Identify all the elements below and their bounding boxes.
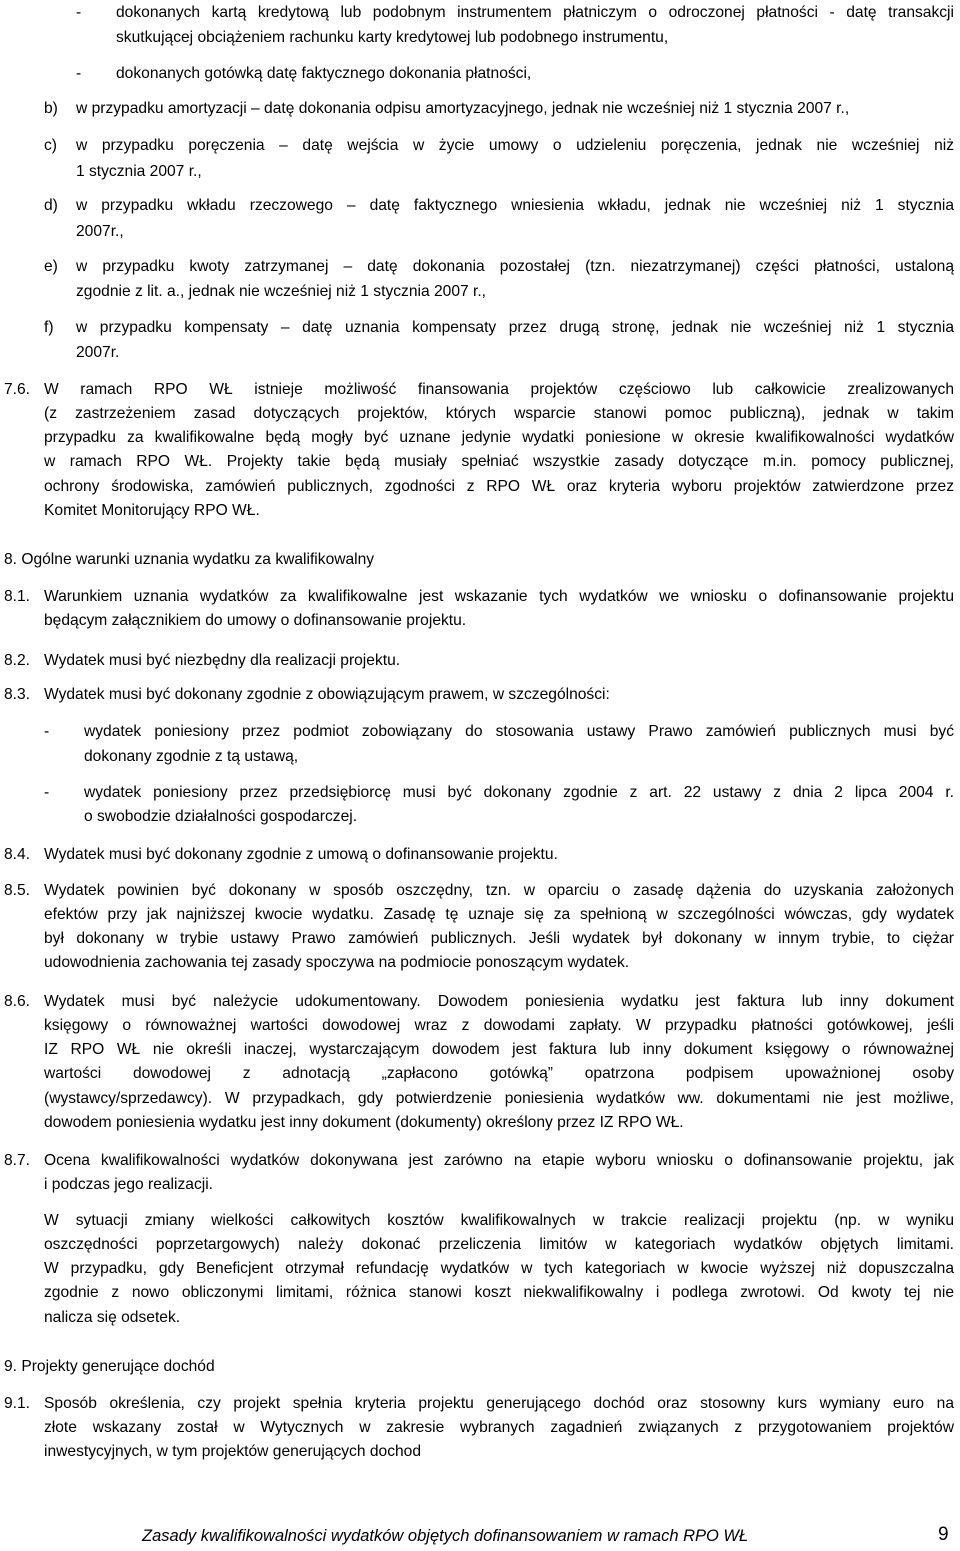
text-line: skutkującej obciążeniem rachunku karty kredytowej lub podobnego instrumentu, (116, 29, 669, 46)
text-line: wartości dowodowej z adnotacją „zapłacono gotówką” opatrzona podpisem upoważnionej osoby (44, 1065, 954, 1082)
text-line: i podczas jego realizacji. (44, 1176, 214, 1193)
text-line: W sytuacji zmiany wielkości całkowitych kosztów kwalifikowalnych w trakcie realizacji projektu (np. w wyniku (44, 1212, 954, 1229)
list-dash: - (44, 723, 50, 740)
text-line: Wydatek musi być dokonany zgodnie z obowiązującym prawem, w szczególności: (44, 686, 610, 703)
text-line: w przypadku kwoty zatrzymanej – datę dokonania pozostałej (tzn. niezatrzymanej) części płatności, ustaloną (76, 258, 954, 275)
list-letter: b) (44, 100, 58, 117)
text-line: przypadku za kwalifikowalne będą mogły być uznane jedynie wydatki poniesione w okresie kwalifikowalności wydatków (44, 429, 954, 446)
list-dash: - (76, 65, 82, 82)
list-dash: - (76, 4, 82, 21)
text-line: W przypadku, gdy Beneficjent otrzymał refundację wydatków w tych kategoriach w kwocie wyższej niż dopuszczalna (44, 1260, 954, 1277)
section-number: 8.6. (4, 993, 31, 1010)
page-footer-title: Zasady kwalifikowalności wydatków objętych dofinansowaniem w ramach RPO WŁ (142, 1527, 749, 1545)
section-heading: 8. Ogólne warunki uznania wydatku za kwalifikowalny (4, 551, 375, 568)
text-line: o swobodzie działalności gospodarczej. (84, 808, 358, 825)
text-line: dokonanych gotówką datę faktycznego dokonania płatności, (116, 65, 532, 82)
text-line: w przypadku amortyzacji – datę dokonania odpisu amortyzacyjnego, jednak nie wcześniej niż 1 stycznia 2007 r., (76, 100, 850, 117)
text-line: Wydatek powinien być dokonany w sposób oszczędny, tzn. w oparciu o zasadę dążenia do uzyskania założonych (44, 882, 954, 899)
text-line: złote wskazany został w Wytycznych w zakresie wybranych zagadnień związanych z przygotowaniem projektów (44, 1419, 954, 1436)
text-line: księgowy o równoważnej wartości dowodowej wraz z dowodami zapłaty. W przypadku płatności gotówkowej, jeśli (44, 1017, 954, 1034)
text-line: był dokonany w trybie ustawy Prawo zamówień publicznych. Jeśli wydatek był dokonany w innym trybie, to ciężar (44, 930, 954, 947)
text-line: 2007r. (76, 344, 120, 361)
text-line: Warunkiem uznania wydatków za kwalifikowalne jest wskazanie tych wydatków we wniosku o dofinansowanie projektu (44, 588, 954, 605)
text-line: dokonany zgodnie z tą ustawą, (84, 748, 299, 765)
text-line: 2007r., (76, 223, 124, 240)
text-line: ochrony środowiska, zamówień publicznych, zgodności z RPO WŁ oraz kryteria wyboru projektów zatwierdzone przez (44, 478, 954, 495)
text-line: nalicza się odsetek. (44, 1309, 181, 1326)
text-line: wydatek poniesiony przez przedsiębiorcę musi być dokonany zgodnie z art. 22 ustawy z dnia 2 lipca 2004 r. (84, 784, 954, 801)
text-line: w przypadku kompensaty – datę uznania kompensaty przez drugą stronę, jednak nie wcześniej niż 1 stycznia (76, 319, 954, 336)
section-number: 8.7. (4, 1152, 31, 1169)
list-letter: f) (44, 319, 54, 336)
text-line: będącym załącznikiem do umowy o dofinansowanie projektu. (44, 612, 467, 629)
text-line: (z zastrzeżeniem zasad dotyczących projektów, których wsparcie stanowi pomoc publiczną), jednak w takim (44, 405, 954, 422)
section-number: 9.1. (4, 1395, 31, 1412)
text-line: Komitet Monitorujący RPO WŁ. (44, 502, 260, 519)
section-number: 8.1. (4, 588, 31, 605)
text-line: IZ RPO WŁ nie określi inaczej, wystarczającym dowodem jest faktura lub inny dokument księgowy o równoważnej (44, 1041, 954, 1058)
list-dash: - (44, 784, 50, 801)
text-line: Ocena kwalifikowalności wydatków dokonywana jest zarówno na etapie wyboru wniosku o dofinansowanie projektu, jak (44, 1152, 954, 1169)
text-line: oszczędności poprzetargowych) należy dokonać przeliczenia limitów w kategoriach wydatków objętych limitami. (44, 1236, 954, 1253)
text-line: (wystawcy/sprzedawcy). W przypadkach, gdy potwierdzenie poniesienia wydatków ww. dokumentami nie jest możliwe, (44, 1090, 954, 1107)
section-number: 8.2. (4, 652, 31, 669)
text-line: efektów przy jak najniższej kwocie wydatku. Zasadę tę uznaje się za spełnioną w szczególności wówczas, gdy wydatek (44, 906, 954, 923)
section-number: 8.5. (4, 882, 31, 899)
text-line: inwestycyjnych, w tym projektów generujących dochod (44, 1443, 422, 1460)
text-line: zgodnie z lit. a., jednak nie wcześniej niż 1 stycznia 2007 r., (76, 283, 486, 300)
section-number: 7.6. (4, 381, 31, 398)
list-letter: e) (44, 258, 58, 275)
text-line: Wydatek musi być dokonany zgodnie z umową o dofinansowanie projektu. (44, 846, 558, 863)
text-line: dowodem poniesienia wydatku jest inny dokument (dokumenty) określony przez IZ RPO WŁ. (44, 1114, 684, 1131)
section-number: 8.3. (4, 686, 31, 703)
text-line: Wydatek musi być niezbędny dla realizacji projektu. (44, 652, 401, 669)
section-heading: 9. Projekty generujące dochód (4, 1358, 215, 1375)
text-line: W ramach RPO WŁ istnieje możliwość finansowania projektów częściowo lub całkowicie zrealizowanych (44, 381, 954, 398)
text-line: wydatek poniesiony przez podmiot zobowiązany do stosowania ustawy Prawo zamówień publicznych musi być (84, 723, 954, 740)
text-line: Wydatek musi być należycie udokumentowany. Dowodem poniesienia wydatku jest faktura lub inny dokument (44, 993, 954, 1010)
text-line: w przypadku wkładu rzeczowego – datę faktycznego wniesienia wkładu, jednak nie wcześniej niż 1 stycznia (76, 197, 954, 214)
text-line: 1 stycznia 2007 r., (76, 163, 202, 180)
text-line: Sposób określenia, czy projekt spełnia kryteria projektu generującego dochód oraz stosowny kurs wymiany euro na (44, 1395, 954, 1412)
list-letter: c) (44, 137, 57, 154)
text-line: dokonanych kartą kredytową lub podobnym instrumentem płatniczym o odroczonej płatności - datę transakcji (116, 4, 954, 21)
section-number: 8.4. (4, 846, 31, 863)
page-number: 9 (938, 1524, 949, 1545)
list-letter: d) (44, 197, 58, 214)
text-line: udowodnienia zachowania tej zasady spoczywa na podmiocie ponoszącym wydatek. (44, 954, 630, 971)
text-line: w przypadku poręczenia – datę wejścia w życie umowy o udzieleniu poręczenia, jednak nie wcześniej niż (76, 137, 954, 154)
text-line: zgodnie z nowo obliczonymi limitami, różnica stanowi koszt niekwalifikowalny i podlega zwrotowi. Od kwoty tej nie (44, 1284, 954, 1301)
text-line: w ramach RPO WŁ. Projekty takie będą musiały spełniać wszystkie zasady dotyczące m.in. pomocy publicznej, (44, 453, 954, 470)
